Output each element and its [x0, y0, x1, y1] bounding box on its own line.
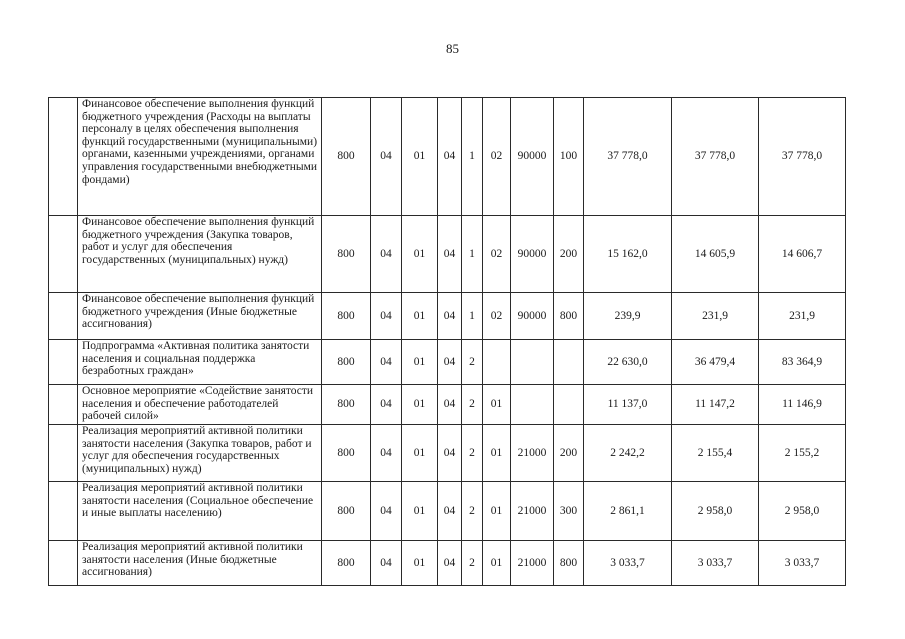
event-code-cell: 02 — [483, 98, 511, 216]
direction-code-cell: 90000 — [511, 98, 554, 216]
amount-year3-cell: 14 606,7 — [759, 216, 846, 293]
amount-year1-cell: 22 630,0 — [584, 340, 672, 385]
direction-code-cell: 90000 — [511, 216, 554, 293]
subprogram-code-cell: 2 — [462, 385, 483, 425]
section-code-cell: 04 — [371, 340, 402, 385]
amount-year1-cell: 11 137,0 — [584, 385, 672, 425]
event-code-cell: 02 — [483, 293, 511, 340]
page-number: 85 — [446, 41, 459, 56]
section-code-cell: 04 — [371, 482, 402, 541]
subsection-code-cell: 01 — [402, 425, 438, 482]
amount-year2-cell: 14 605,9 — [672, 216, 759, 293]
program-code-cell: 04 — [438, 293, 462, 340]
event-code-cell: 02 — [483, 216, 511, 293]
section-code-cell: 04 — [371, 541, 402, 586]
amount-year1-cell: 239,9 — [584, 293, 672, 340]
expense-type-cell: 300 — [554, 482, 584, 541]
item-name-cell: Финансовое обеспечение выполнения функций бюджетного учреждения (Иные бюджетные ассигнования) — [78, 293, 322, 340]
ministry-code-cell: 800 — [322, 541, 371, 586]
table-row — [49, 216, 846, 293]
amount-year1-cell: 15 162,0 — [584, 216, 672, 293]
section-code-cell: 04 — [371, 293, 402, 340]
ministry-code-cell: 800 — [322, 425, 371, 482]
section-code-cell: 04 — [371, 385, 402, 425]
amount-year3-cell: 2 958,0 — [759, 482, 846, 541]
amount-year2-cell: 11 147,2 — [672, 385, 759, 425]
item-name-cell: Финансовое обеспечение выполнения функций бюджетного учреждения (Расходы на выплаты персоналу в целях обеспечения выполнения функций государственными (муниципальными) органами, казенными учреждениями, органами управления государственными внебюджетными фондами) — [78, 98, 322, 216]
event-code-cell — [483, 340, 511, 385]
direction-code-cell — [511, 340, 554, 385]
program-code-cell: 04 — [438, 216, 462, 293]
subprogram-code-cell: 1 — [462, 216, 483, 293]
section-code-cell: 04 — [371, 216, 402, 293]
table-row — [49, 340, 846, 385]
expense-type-cell — [554, 385, 584, 425]
table-row — [49, 293, 846, 340]
amount-year1-cell: 2 861,1 — [584, 482, 672, 541]
direction-code-cell: 21000 — [511, 541, 554, 586]
amount-year3-cell: 3 033,7 — [759, 541, 846, 586]
expense-type-cell — [554, 340, 584, 385]
program-code-cell: 04 — [438, 340, 462, 385]
row-number-cell — [49, 340, 78, 385]
ministry-code-cell: 800 — [322, 98, 371, 216]
expense-type-cell: 800 — [554, 293, 584, 340]
subsection-code-cell: 01 — [402, 541, 438, 586]
row-number-cell — [49, 425, 78, 482]
direction-code-cell — [511, 385, 554, 425]
section-code-cell: 04 — [371, 425, 402, 482]
program-code-cell: 04 — [438, 98, 462, 216]
table-row — [49, 385, 846, 425]
amount-year3-cell: 37 778,0 — [759, 98, 846, 216]
subsection-code-cell: 01 — [402, 482, 438, 541]
program-code-cell: 04 — [438, 425, 462, 482]
subsection-code-cell: 01 — [402, 216, 438, 293]
subsection-code-cell: 01 — [402, 293, 438, 340]
ministry-code-cell: 800 — [322, 340, 371, 385]
item-name-cell: Реализация мероприятий активной политики занятости населения (Закупка товаров, работ и услуг для обеспечения государственных (муниципальных) нужд) — [78, 425, 322, 482]
amount-year2-cell: 2 958,0 — [672, 482, 759, 541]
subprogram-code-cell: 1 — [462, 98, 483, 216]
amount-year3-cell: 83 364,9 — [759, 340, 846, 385]
subsection-code-cell: 01 — [402, 98, 438, 216]
program-code-cell: 04 — [438, 385, 462, 425]
table-row — [49, 98, 846, 216]
subprogram-code-cell: 1 — [462, 293, 483, 340]
expense-type-cell: 800 — [554, 541, 584, 586]
expense-type-cell: 200 — [554, 216, 584, 293]
amount-year1-cell: 3 033,7 — [584, 541, 672, 586]
expense-type-cell: 200 — [554, 425, 584, 482]
program-code-cell: 04 — [438, 541, 462, 586]
amount-year2-cell: 2 155,4 — [672, 425, 759, 482]
amount-year2-cell: 231,9 — [672, 293, 759, 340]
subsection-code-cell: 01 — [402, 340, 438, 385]
row-number-cell — [49, 541, 78, 586]
amount-year3-cell: 231,9 — [759, 293, 846, 340]
ministry-code-cell: 800 — [322, 216, 371, 293]
row-number-cell — [49, 216, 78, 293]
direction-code-cell: 90000 — [511, 293, 554, 340]
table-row — [49, 425, 846, 482]
subprogram-code-cell: 2 — [462, 425, 483, 482]
subprogram-code-cell: 2 — [462, 541, 483, 586]
item-name-cell: Финансовое обеспечение выполнения функций бюджетного учреждения (Закупка товаров, работ и услуг для обеспечения государственных (муниципальных) нужд) — [78, 216, 322, 293]
subprogram-code-cell: 2 — [462, 340, 483, 385]
subsection-code-cell: 01 — [402, 385, 438, 425]
program-code-cell: 04 — [438, 482, 462, 541]
row-number-cell — [49, 482, 78, 541]
amount-year3-cell: 2 155,2 — [759, 425, 846, 482]
amount-year2-cell: 37 778,0 — [672, 98, 759, 216]
event-code-cell: 01 — [483, 385, 511, 425]
event-code-cell: 01 — [483, 541, 511, 586]
ministry-code-cell: 800 — [322, 385, 371, 425]
event-code-cell: 01 — [483, 482, 511, 541]
item-name-cell: Реализация мероприятий активной политики занятости населения (Иные бюджетные ассигнования) — [78, 541, 322, 586]
item-name-cell: Реализация мероприятий активной политики занятости населения (Социальное обеспечение и иные выплаты населению) — [78, 482, 322, 541]
row-number-cell — [49, 385, 78, 425]
ministry-code-cell: 800 — [322, 482, 371, 541]
budget-table — [48, 97, 846, 586]
direction-code-cell: 21000 — [511, 425, 554, 482]
event-code-cell: 01 — [483, 425, 511, 482]
amount-year2-cell: 3 033,7 — [672, 541, 759, 586]
item-name-cell: Основное мероприятие «Содействие занятости населения и обеспечение работодателей рабочей силой» — [78, 385, 322, 425]
table-row — [49, 482, 846, 541]
table-row — [49, 541, 846, 586]
amount-year1-cell: 37 778,0 — [584, 98, 672, 216]
row-number-cell — [49, 293, 78, 340]
amount-year3-cell: 11 146,9 — [759, 385, 846, 425]
row-number-cell — [49, 98, 78, 216]
amount-year1-cell: 2 242,2 — [584, 425, 672, 482]
subprogram-code-cell: 2 — [462, 482, 483, 541]
direction-code-cell: 21000 — [511, 482, 554, 541]
expense-type-cell: 100 — [554, 98, 584, 216]
section-code-cell: 04 — [371, 98, 402, 216]
amount-year2-cell: 36 479,4 — [672, 340, 759, 385]
item-name-cell: Подпрограмма «Активная политика занятости населения и социальная поддержка безработных граждан» — [78, 340, 322, 385]
ministry-code-cell: 800 — [322, 293, 371, 340]
